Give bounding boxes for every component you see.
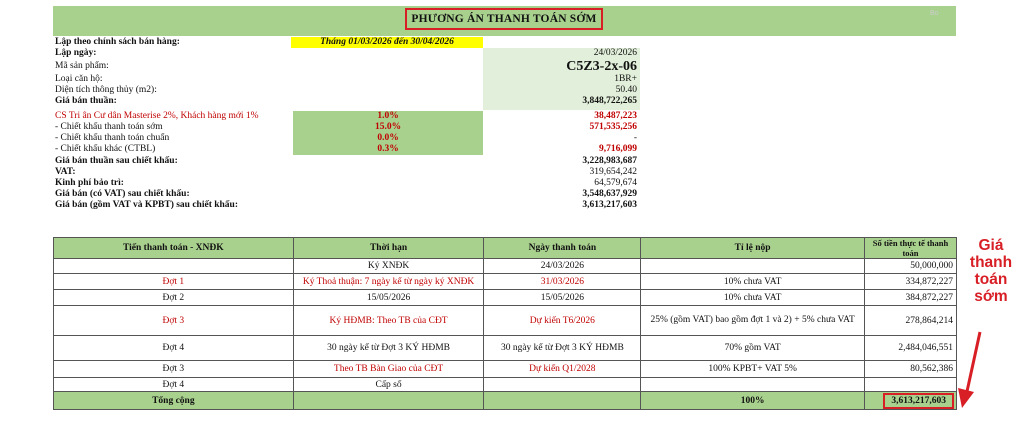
arrow-down-icon	[950, 330, 990, 410]
summary-value: 9,716,099	[599, 144, 637, 154]
summary-value: 50.40	[615, 85, 637, 95]
summary-value: 38,487,223	[594, 111, 637, 121]
summary-label: Giá bán thuần sau chiết khấu:	[55, 156, 178, 166]
table-cell: 10% chưa VAT	[641, 274, 865, 290]
table-row	[54, 259, 957, 274]
table-cell	[484, 392, 641, 410]
early-payment-callout: Giá thanh toán sớm	[969, 237, 1013, 305]
table-cell: Đợt 4	[54, 378, 294, 392]
table-cell: Theo TB Bàn Giao của CĐT	[293, 361, 484, 378]
table-cell: 24/03/2026	[484, 259, 641, 274]
summary-value: 3,228,983,687	[582, 156, 637, 166]
column-header: Thời hạn	[293, 238, 484, 259]
summary-percent: 1.0%	[293, 111, 483, 122]
summary-row-policy	[55, 37, 655, 48]
table-cell	[864, 378, 956, 392]
summary-label: Loại căn hộ:	[55, 74, 103, 84]
table-cell: Đợt 3	[54, 361, 294, 378]
summary-label: - Chiết khấu thanh toán chuẩn	[55, 133, 170, 143]
summary-row-unit-type	[55, 74, 655, 85]
summary-label: - Chiết khấu khác (CTBL)	[55, 144, 156, 154]
column-header: Tỉ lệ nộp	[641, 238, 865, 259]
summary-row-net-price	[55, 96, 655, 107]
table-cell: 100% KPBT+ VAT 5%	[641, 361, 865, 378]
table-cell: Đợt 2	[54, 290, 294, 306]
table-cell: 30 ngày kể từ Đợt 3 KÝ HĐMB	[484, 336, 641, 361]
table-row	[54, 290, 957, 306]
summary-row-maintenance-fee	[55, 178, 655, 189]
page-title: PHƯƠNG ÁN THANH TOÁN SỚM	[405, 8, 603, 30]
summary-value: 3,613,217,603	[582, 200, 637, 210]
summary-row-other-discount	[55, 144, 655, 155]
watermark-text: Bo	[930, 10, 939, 17]
table-cell: Dự kiến Q1/2028	[484, 361, 641, 378]
column-header: Số tiền thực tế thanh toán	[864, 238, 956, 259]
summary-row-product-code	[55, 59, 655, 74]
table-cell: Đợt 4	[54, 336, 294, 361]
table-cell	[54, 259, 294, 274]
table-row	[54, 274, 957, 290]
summary-value: 571,535,256	[589, 122, 637, 132]
summary-label: Lập theo chính sách bán hàng:	[55, 37, 180, 47]
table-cell: 80,562,386	[864, 361, 956, 378]
table-cell	[641, 259, 865, 274]
table-cell	[484, 378, 641, 392]
summary-row-price-with-vat	[55, 189, 655, 200]
summary-row-vat	[55, 167, 655, 178]
total-percent: 100%	[641, 392, 865, 410]
table-cell: Ký XNĐK	[293, 259, 484, 274]
table-cell: 15/05/2026	[484, 290, 641, 306]
table-cell: 10% chưa VAT	[641, 290, 865, 306]
table-cell: Cấp số	[293, 378, 484, 392]
total-label: Tổng cộng	[54, 392, 294, 410]
summary-row-standard-discount	[55, 133, 655, 144]
total-amount-cell	[864, 392, 956, 410]
summary-label: Giá bán (có VAT) sau chiết khấu:	[55, 189, 190, 199]
table-cell: 31/03/2026	[484, 274, 641, 290]
column-header: Ngày thanh toán	[484, 238, 641, 259]
summary-label: Lập ngày:	[55, 48, 97, 58]
summary-row-loyalty-discount	[55, 111, 655, 122]
summary-row-total-price	[55, 200, 655, 211]
summary-row-net-after-discount	[55, 156, 655, 167]
table-cell: Đợt 3	[54, 306, 294, 336]
table-cell	[293, 392, 484, 410]
table-row	[54, 336, 957, 361]
summary-label: - Chiết khấu thanh toán sớm	[55, 122, 163, 132]
summary-value: 24/03/2026	[593, 48, 637, 58]
table-cell: 70% gồm VAT	[641, 336, 865, 361]
table-cell: 2,484,046,551	[864, 336, 956, 361]
table-cell: Dự kiến T6/2026	[484, 306, 641, 336]
summary-value: -	[633, 133, 637, 143]
summary-value: 64,579,674	[594, 178, 637, 188]
table-cell: 25% (gồm VAT) bao gồm đợt 1 và 2) + 5% chưa VAT	[641, 306, 865, 336]
table-cell: 384,872,227	[864, 290, 956, 306]
table-row	[54, 306, 957, 336]
table-total-row	[54, 392, 957, 410]
summary-label: VAT:	[55, 167, 76, 177]
summary-value: 3,848,722,265	[582, 96, 637, 106]
table-cell: Đợt 1	[54, 274, 294, 290]
summary-row-early-discount	[55, 122, 655, 133]
table-row	[54, 361, 957, 378]
summary-label: Diện tích thông thủy (m2):	[55, 85, 157, 95]
summary-percent: 15.0%	[293, 122, 483, 133]
table-cell: Ký HĐMB: Theo TB của CĐT	[293, 306, 484, 336]
table-cell: 15/05/2026	[293, 290, 484, 306]
table-cell: 334,872,227	[864, 274, 956, 290]
summary-percent: 0.0%	[293, 133, 483, 144]
total-amount: 3,613,217,603	[883, 393, 954, 409]
summary-label: CS Tri ân Cư dân Masterise 2%, Khách hàng mới 1%	[55, 111, 259, 121]
column-header: Tiến thanh toán - XNĐK	[54, 238, 294, 259]
summary-row-area	[55, 85, 655, 96]
table-cell: 50,000,000	[864, 259, 956, 274]
table-cell: 30 ngày kể từ Đợt 3 KÝ HĐMB	[293, 336, 484, 361]
summary-label: Mã sản phẩm:	[55, 61, 109, 71]
summary-value: 3,548,637,929	[582, 189, 637, 199]
summary-label: Giá bán thuần:	[55, 96, 117, 106]
summary-value: 319,654,242	[589, 167, 637, 177]
summary-label: Giá bán (gồm VAT và KPBT) sau chiết khấu:	[55, 200, 239, 210]
payment-schedule-table	[53, 237, 957, 410]
summary-row-date	[55, 48, 655, 59]
summary-label: Kinh phí bảo trì:	[55, 178, 124, 188]
summary-value: C5Z3-2x-06	[566, 59, 637, 74]
table-cell: 278,864,214	[864, 306, 956, 336]
summary-value: 1BR+	[614, 74, 637, 84]
policy-period: Tháng 01/03/2026 đến 30/04/2026	[291, 37, 483, 48]
table-cell	[641, 378, 865, 392]
table-cell: Ký Thoả thuận: 7 ngày kể từ ngày ký XNĐK	[293, 274, 484, 290]
summary-percent: 0.3%	[293, 144, 483, 155]
table-row	[54, 378, 957, 392]
table-header-row	[54, 238, 957, 259]
